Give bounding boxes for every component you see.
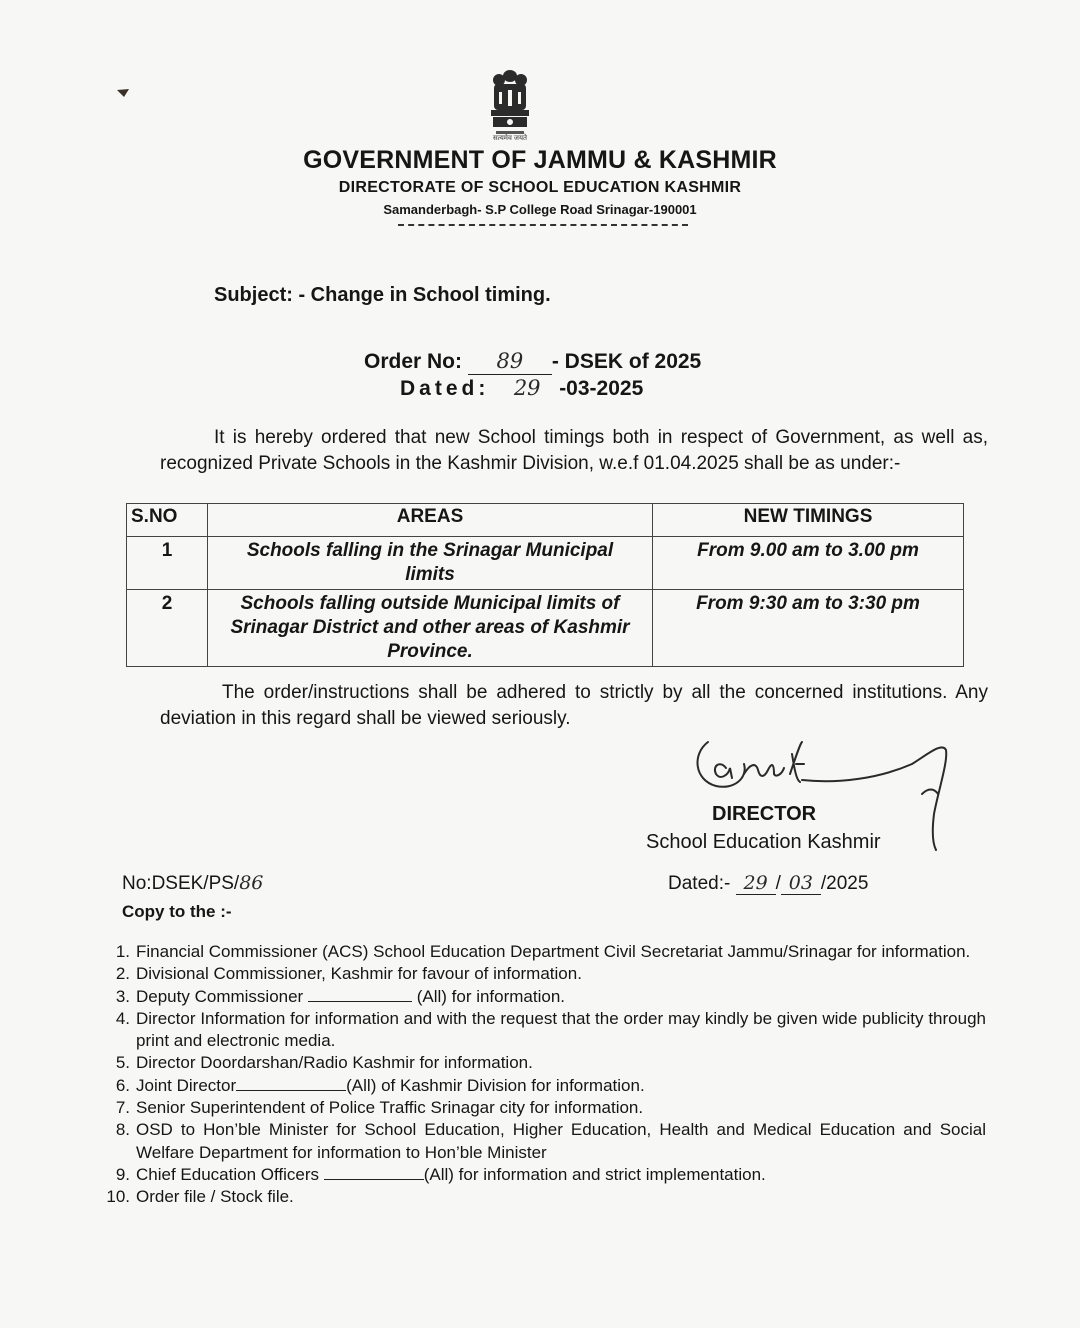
row-area: Schools falling in the Srinagar Municipal limits: [208, 537, 653, 590]
emblem-caption: सत्यमेव जयते: [492, 135, 528, 142]
fill-blank: [236, 1075, 346, 1091]
list-item: 8. OSD to Hon’ble Minister for School Education, Higher Education, Health and Medical Education and Social Welfare Department for information to Hon’ble Minister: [115, 1120, 986, 1162]
header-divider: [398, 224, 688, 226]
dispatch-number: [122, 872, 263, 895]
order-date-line: [400, 376, 643, 401]
row-timing: From 9.00 am to 3.00 pm: [653, 537, 964, 590]
order-number: 89: [496, 349, 524, 373]
dispatch-date-year: /2025: [820, 873, 869, 894]
row-timing: From 9:30 am to 3:30 pm: [653, 590, 964, 667]
date-day: 29: [513, 376, 541, 400]
dispatch-date-day: 29: [736, 872, 776, 895]
directorate-title: DIRECTORATE OF SCHOOL EDUCATION KASHMIR: [338, 179, 742, 196]
order-label: Order No:: [364, 350, 463, 373]
timings-table: [126, 503, 964, 667]
director-office: School Education Kashmir: [646, 831, 881, 853]
list-item: 4. Director Information for information and with the request that the order may kindly be given wide publicity through print and electronic media.: [115, 1008, 986, 1051]
list-item: 2. Divisional Commissioner, Kashmir for favour of information.: [115, 964, 582, 984]
copy-to-label: Copy to the :-: [122, 902, 232, 921]
intro-paragraph: It is hereby ordered that new School timings both in respect of Government, as well as, recognized Private Schools in the Kashmir Division, w.e.f 01.04.2025 shall be as under:-: [160, 427, 988, 474]
table-row: [127, 537, 964, 590]
row-sno: 1: [127, 537, 208, 590]
date-separator: /: [775, 873, 781, 894]
closing-paragraph: The order/instructions shall be adhered to strictly by all the concerned institutions. Any deviation in this regard shall be viewed seriously.: [160, 682, 988, 729]
list-item: 7. Senior Superintendent of Police Traffic Srinagar city for information.: [115, 1098, 644, 1118]
row-area: Schools falling outside Municipal limits of Srinagar District and other areas of Kashmir Province.: [208, 590, 653, 667]
list-item: 3. Deputy Commissioner (All) for information.: [115, 986, 566, 1006]
list-item: 6. Joint Director (All) of Kashmir Division for information.: [115, 1075, 645, 1095]
fill-blank: [308, 986, 412, 1002]
dispatch-no-label: No:DSEK/PS/: [122, 873, 240, 894]
director-title: DIRECTOR: [712, 803, 817, 825]
table-row: [127, 590, 964, 667]
list-item: 10. Order file / Stock file.: [106, 1187, 294, 1207]
order-suffix: - DSEK of 2025: [551, 350, 702, 373]
date-suffix: -03-2025: [559, 377, 644, 400]
header-new-timings: NEW TIMINGS: [653, 504, 964, 537]
government-title: GOVERNMENT OF JAMMU & KASHMIR: [303, 146, 777, 174]
table-header-row: [127, 504, 964, 537]
dispatch-date-label: Dated:-: [668, 873, 731, 894]
dispatch-no-value: 86: [239, 872, 264, 894]
order-number-line: [364, 349, 701, 375]
national-emblem-icon: [482, 68, 538, 142]
fill-blank: [324, 1164, 424, 1180]
header-areas: AREAS: [208, 504, 653, 537]
header-sno: S.NO: [127, 504, 208, 537]
dispatch-date: [668, 872, 868, 895]
row-sno: 2: [127, 590, 208, 667]
list-item: 1. Financial Commissioner (ACS) School Education Department Civil Secretariat Jammu/Srinagar for information.: [115, 942, 971, 961]
subject-line: Subject: - Change in School timing.: [214, 284, 551, 306]
date-label: Dated:: [400, 377, 490, 400]
directorate-address: Samanderbagh- S.P College Road Srinagar-190001: [383, 202, 697, 217]
list-item: 9. Chief Education Officers (All) for information and strict implementation.: [115, 1164, 766, 1184]
ink-mark: [116, 88, 130, 98]
copy-list: [104, 941, 986, 1209]
list-item: 5. Director Doordarshan/Radio Kashmir for information.: [115, 1053, 533, 1073]
dispatch-date-month: 03: [781, 872, 821, 895]
